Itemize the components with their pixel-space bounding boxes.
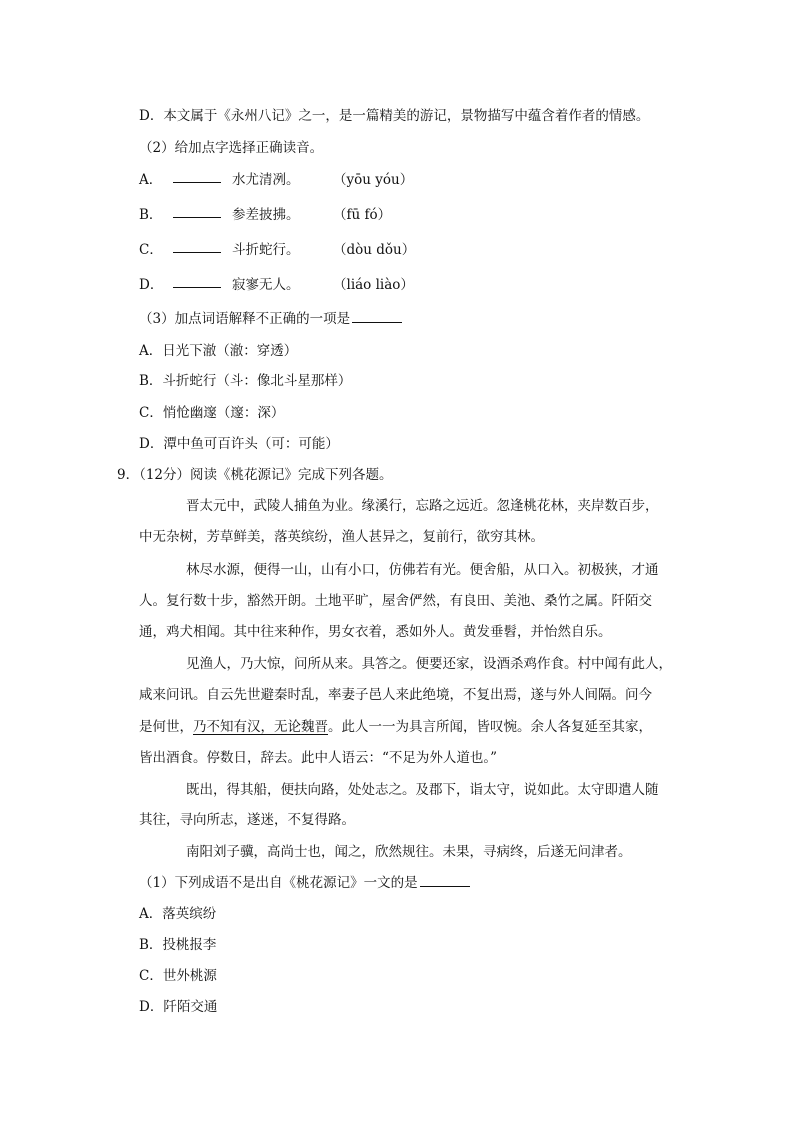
q9-header: 9．（12分）阅读《桃花源记》完成下列各题。 (117, 467, 393, 483)
item-pinyin: （yōu yóu） (333, 172, 414, 188)
option-item: D．潭中鱼可百许头（可：可能） (139, 436, 339, 452)
passage-line: 通，鸡犬相闻。其中往来种作，男女衣着，悉如外人。黄发垂髫，并怡然自乐。 (139, 624, 612, 640)
option-item: D．阡陌交通 (139, 999, 218, 1015)
answer-blank (173, 203, 221, 218)
option-item: A．日光下澈（澈：穿透） (139, 343, 298, 359)
q9-subquestion-1 (139, 871, 470, 891)
item-pinyin: （fū fó） (333, 207, 392, 223)
passage-line: 皆出酒食。停数日，辞去。此中人语云：“不足为外人道也。” (139, 750, 498, 766)
passage-line: 晋太元中，武陵人捕鱼为业。缘溪行，忘路之远近。忽逢桃花林，夹岸数百步， (186, 498, 659, 514)
item-label: B． (139, 207, 163, 223)
underlined-sentence: 乃不知有汉，无论魏晋 (193, 719, 328, 735)
passage-text: 。此人一一为具言所闻，皆叹惋。余人各复延至其家， (328, 719, 652, 735)
passage-line: 中无杂树，芳草鲜美，落英缤纷，渔人甚异之，复前行，欲穷其林。 (139, 529, 544, 545)
q8-subquestion-3 (139, 307, 402, 327)
passage-line: 既出，得其船，便扶向路，处处志之。及郡下，诣太守，说如此。太守即遣人随 (186, 782, 659, 798)
answer-blank (173, 273, 221, 288)
passage-line: 见渔人，乃大惊，问所从来。具答之。便要还家，设酒杀鸡作食。村中闻有此人， (186, 656, 672, 672)
passage-line: 林尽水源，便得一山，山有小口，仿佛若有光。便舍船，从口入。初极狭，才通 (186, 562, 659, 578)
item-word: 参差披拂。 (232, 207, 300, 223)
answer-blank (173, 168, 221, 183)
passage-line: 南阳刘子骥，高尚士也，闻之，欣然规往。未果，寻病终，后遂无问津者。 (186, 844, 632, 860)
item-word: 水尤清冽。 (232, 172, 300, 188)
item-label: C． (139, 242, 163, 258)
item-pinyin: （liáo liào） (333, 277, 414, 293)
option-item: B．斗折蛇行（斗：像北斗星那样） (139, 373, 352, 389)
item-word: 寂寥无人。 (232, 277, 300, 293)
passage-line (139, 715, 652, 735)
q8-option-d: D．本文属于《永州八记》之一，是一篇精美的游记，景物描写中蕴含着作者的情感。 (139, 108, 650, 124)
passage-text: 是何世， (139, 719, 193, 735)
answer-blank (173, 238, 221, 253)
answer-blank (352, 310, 402, 323)
passage-line: 咸来问讯。自云先世避秦时乱，率妻子邑人来此绝境，不复出焉，遂与外人间隔。问今 (139, 687, 652, 703)
option-item: B．投桃报李 (139, 937, 217, 953)
item-label: A． (139, 172, 163, 188)
option-item: C．悄怆幽邃（邃：深） (139, 405, 285, 421)
item-pinyin: （dòu dǒu） (333, 242, 416, 258)
option-item: C．世外桃源 (139, 968, 217, 984)
answer-blank (420, 874, 470, 887)
passage-line: 其往，寻向所志，遂迷，不复得路。 (139, 812, 355, 828)
option-item: A．落英缤纷 (139, 906, 217, 922)
item-label: D． (139, 277, 164, 293)
item-word: 斗折蛇行。 (232, 242, 300, 258)
question-text: （1）下列成语不是出自《桃花源记》一文的是 (139, 875, 418, 891)
passage-line: 人。复行数十步，豁然开朗。土地平旷，屋舍俨然，有良田、美池、桑竹之属。阡陌交 (139, 593, 652, 609)
question-text: （3）加点词语解释不正确的一项是 (139, 311, 351, 327)
q8-subquestion-2: （2）给加点字选择正确读音。 (139, 140, 324, 156)
